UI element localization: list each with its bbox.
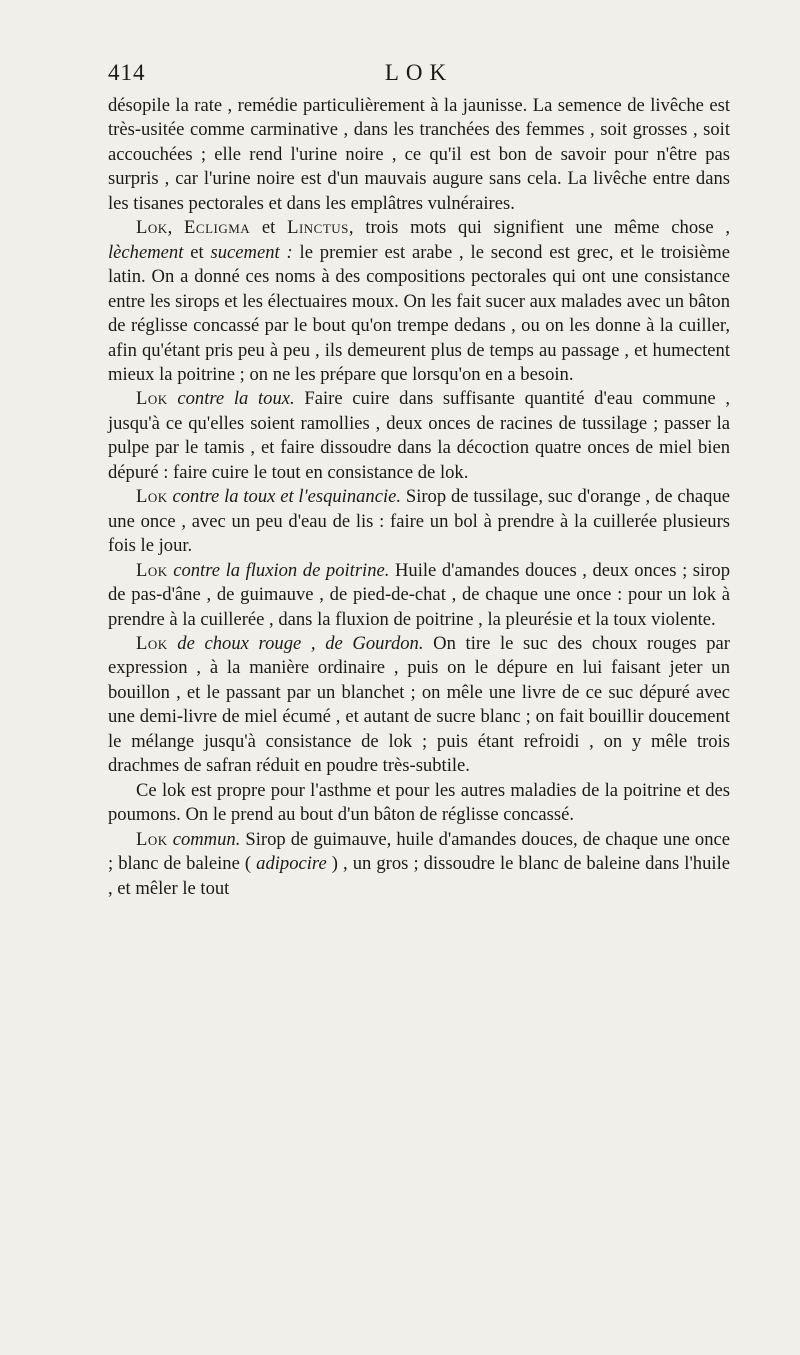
text-run: , — [167, 217, 185, 239]
paragraph — [108, 559, 730, 632]
text-run: Ce lok est propre pour l'asthme et pour les autres maladies de la poitrine et des poumons. On le prend au bout d'un bâton de réglisse concassé. — [108, 779, 730, 826]
italic-text: contre la toux. — [177, 388, 295, 410]
paragraph — [108, 779, 730, 828]
italic-text: contre la fluxion de poitrine. — [173, 559, 390, 581]
entry-heading: Lok — [136, 828, 168, 850]
paragraph — [108, 485, 730, 558]
page-number: 414 — [108, 60, 146, 85]
italic-text: sucement : — [210, 241, 293, 263]
paragraph — [108, 387, 730, 485]
text-run: Huile d'amandes douces , deux onces ; sirop de pas-d'âne , de guimauve , de pied-de-chat , de chaque une once : pour un lok à prendre à la cuillerée , dans la fluxion de poitrine , la pleurésie et la toux violente. — [108, 559, 730, 630]
text-run: ) , un gros ; dissoudre le blanc de baleine dans l'huile , et mêler le tout — [108, 853, 730, 899]
italic-text: lèchement — [108, 241, 184, 263]
paragraph — [108, 828, 730, 901]
text-run: , trois mots qui signifient une même chose , — [348, 217, 731, 239]
italic-text: commun. — [172, 828, 241, 850]
text-run: et — [250, 217, 288, 239]
italic-text: de choux rouge , de Gourdon. — [177, 632, 424, 654]
text-run — [168, 388, 178, 409]
italic-text: contre la toux et l'esquinancie. — [172, 486, 402, 508]
text-run: désopile la rate , remédie particulièrement à la jaunisse. La semence de livêche est très-usitée comme carminative , dans les tranchées des femmes , soit grosses , soit accouchées ; elle rend l'urine noire , ce qu'il est bon de savoir pour n'être pas surpris , car l'urine noire est d'un mauvais augure sans cela. La livêche entre dans les tisanes pectorales et dans les emplâtres vulnéraires. — [108, 95, 730, 214]
text-run: le premier est arabe , le second est grec, et le troisième latin. On a donné ces noms à des compositions pectorales qui ont une consistance entre les sirops et les électuaires moux. On les fait sucer aux malades avec un bâton de réglisse concassé par le bout qu'on trempe dedans , ou on les donne à la cuiller, afin qu'étant pris peu à peu , ils demeurent plus de temps au passage , et humectent mieux la poitrine ; on ne les prépare que lorsqu'on en a besoin. — [108, 241, 730, 385]
italic-text: adipocire — [256, 853, 327, 875]
paragraph — [108, 216, 730, 387]
body-text — [108, 94, 730, 901]
text-run: On tire le suc des choux rouges par expression , à la manière ordinaire , puis on le dépure en lui faisant jeter un bouillon , et le passant par un blanchet ; on mêle une livre de ce suc dépuré avec une demi-livre de miel écumé , et autant de sucre blanc ; on fait bouillir doucement le mélange jusqu'à consistance de lok ; puis étant refroidi , on y mêle trois drachmes de safran réduit en poudre très-subtile. — [108, 632, 730, 777]
entry-heading: Lok — [136, 388, 168, 410]
entry-heading: Linctus — [287, 217, 349, 239]
running-head: LOK — [384, 60, 454, 85]
entry-heading: Lok — [136, 217, 168, 239]
page-header — [108, 60, 730, 94]
entry-heading: Lok — [136, 559, 168, 581]
text-run: Sirop de guimauve, huile d'amandes douces, de chaque une once ; blanc de baleine ( — [108, 828, 730, 875]
text-run: et — [183, 241, 211, 263]
text-run — [168, 633, 178, 654]
entry-heading: Ecligma — [184, 217, 251, 239]
paragraph — [108, 94, 730, 216]
paragraph — [108, 632, 730, 779]
entry-heading: Lok — [136, 632, 168, 654]
text-run: Sirop de tussilage, suc d'orange , de chaque une once , avec un peu d'eau de lis : faire un bol à prendre à la cuillerée plusieurs fois le jour. — [108, 486, 730, 557]
entry-heading: Lok — [136, 486, 168, 508]
text-run: Faire cuire dans suffisante quantité d'eau commune , jusqu'à ce qu'elles soient ramollies , deux onces de racines de tussilage ; passer la pulpe par le tamis , et faire dissoudre dans la décoction quatre onces de miel bien dépuré : faire cuire le tout en consistance de lok. — [108, 388, 730, 483]
